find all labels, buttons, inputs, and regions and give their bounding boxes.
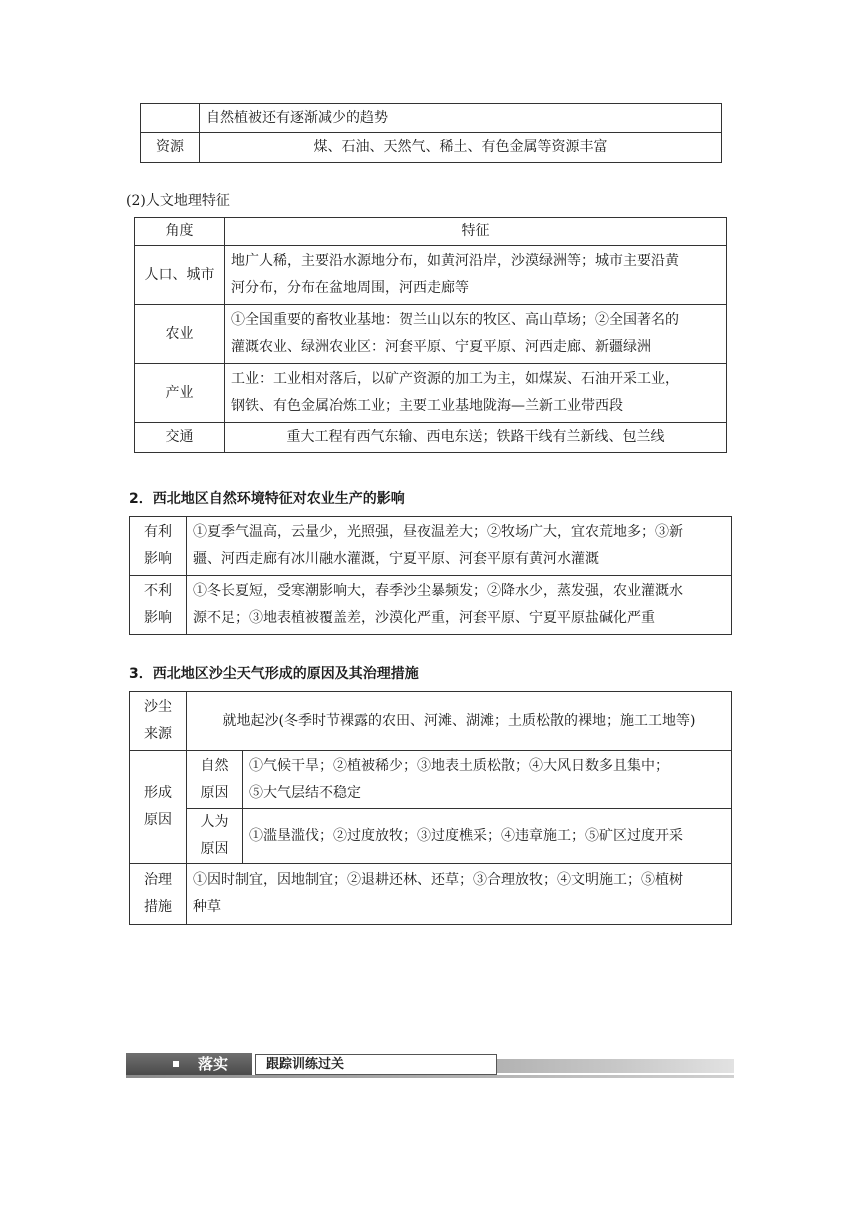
natural-features-table-continued xyxy=(140,103,722,163)
banner-dark-block xyxy=(126,1053,252,1075)
table-row xyxy=(130,809,732,864)
square-bullet-icon xyxy=(173,1061,179,1067)
human-geography-heading: (2)人文地理特征 xyxy=(126,193,230,209)
banner-underline xyxy=(126,1075,734,1078)
table-row xyxy=(130,864,732,925)
table-row xyxy=(130,517,732,576)
row-text: 重大工程有西气东输、西电东送；铁路干线有兰新线、包兰线 xyxy=(225,423,727,453)
table-row xyxy=(135,246,727,305)
cause-label: 形成 原因 xyxy=(130,751,187,864)
header-aspect: 角度 xyxy=(135,218,225,246)
vegetation-cell: 自然植被还有逐渐减少的趋势 xyxy=(200,104,722,133)
measure-label: 治理 措施 xyxy=(130,864,187,925)
table-row xyxy=(130,576,732,635)
banner-subtitle-box xyxy=(255,1054,497,1075)
natural-cause-label: 自然 原因 xyxy=(187,751,243,809)
measure-text: ①因时制宜，因地制宜；②退耕还林、还草；③合理放牧；④文明施工；⑤植树 种草 xyxy=(187,864,732,925)
row-label: 有利 影响 xyxy=(130,517,187,576)
banner-title: 落实 xyxy=(198,1055,229,1073)
header-feature: 特征 xyxy=(225,218,727,246)
natural-cause-text: ①气候干旱；②植被稀少；③地表土质松散；④大风日数多且集中； ⑤大气层结不稳定 xyxy=(243,751,732,809)
agriculture-impact-table xyxy=(129,516,732,635)
row-label: 人口、城市 xyxy=(135,246,225,305)
table-row xyxy=(130,692,732,751)
table-row xyxy=(135,364,727,423)
resources-label: 资源 xyxy=(141,133,200,163)
row-label: 农业 xyxy=(135,305,225,364)
banner-subtitle: 跟踪训练过关 xyxy=(266,1057,345,1072)
practice-section-banner xyxy=(126,1053,734,1077)
source-text: 就地起沙(冬季时节裸露的农田、河滩、湖滩；土质松散的裸地；施工工地等) xyxy=(187,692,732,751)
row-label: 产业 xyxy=(135,364,225,423)
row-text: ①夏季气温高，云量少，光照强，昼夜温差大；②牧场广大，宜农荒地多；③新 疆、河西走廊有冰川融水灌溉，宁夏平原、河套平原有黄河水灌溉 xyxy=(187,517,732,576)
source-label: 沙尘 来源 xyxy=(130,692,187,751)
empty-cell xyxy=(141,104,200,133)
row-label: 交通 xyxy=(135,423,225,453)
sandstorm-table xyxy=(129,691,732,925)
row-text: 工业：工业相对落后，以矿产资源的加工为主，如煤炭、石油开采工业， 钢铁、有色金属冶炼工业；主要工业基地陇海—兰新工业带西段 xyxy=(225,364,727,423)
row-label: 不利 影响 xyxy=(130,576,187,635)
table-row xyxy=(135,305,727,364)
table-row xyxy=(135,423,727,453)
agriculture-impact-heading: 2．西北地区自然环境特征对农业生产的影响 xyxy=(129,491,405,507)
resources-value: 煤、石油、天然气、稀土、有色金属等资源丰富 xyxy=(200,133,722,163)
human-cause-text: ①滥垦滥伐；②过度放牧；③过度樵采；④违章施工；⑤矿区过度开采 xyxy=(243,809,732,864)
row-text: ①全国重要的畜牧业基地：贺兰山以东的牧区、高山草场；②全国著名的 灌溉农业、绿洲农业区：河套平原、宁夏平原、河西走廊、新疆绿洲 xyxy=(225,305,727,364)
human-cause-label: 人为 原因 xyxy=(187,809,243,864)
sandstorm-heading: 3．西北地区沙尘天气形成的原因及其治理措施 xyxy=(129,666,419,682)
table-row xyxy=(130,751,732,809)
human-geography-table xyxy=(134,217,727,453)
row-text: ①冬长夏短，受寒潮影响大，春季沙尘暴频发；②降水少，蒸发强，农业灌溉水 源不足；③地表植被覆盖差，沙漠化严重，河套平原、宁夏平原盐碱化严重 xyxy=(187,576,732,635)
row-text: 地广人稀，主要沿水源地分布，如黄河沿岸，沙漠绿洲等；城市主要沿黄 河分布，分布在盆地周围，河西走廊等 xyxy=(225,246,727,305)
